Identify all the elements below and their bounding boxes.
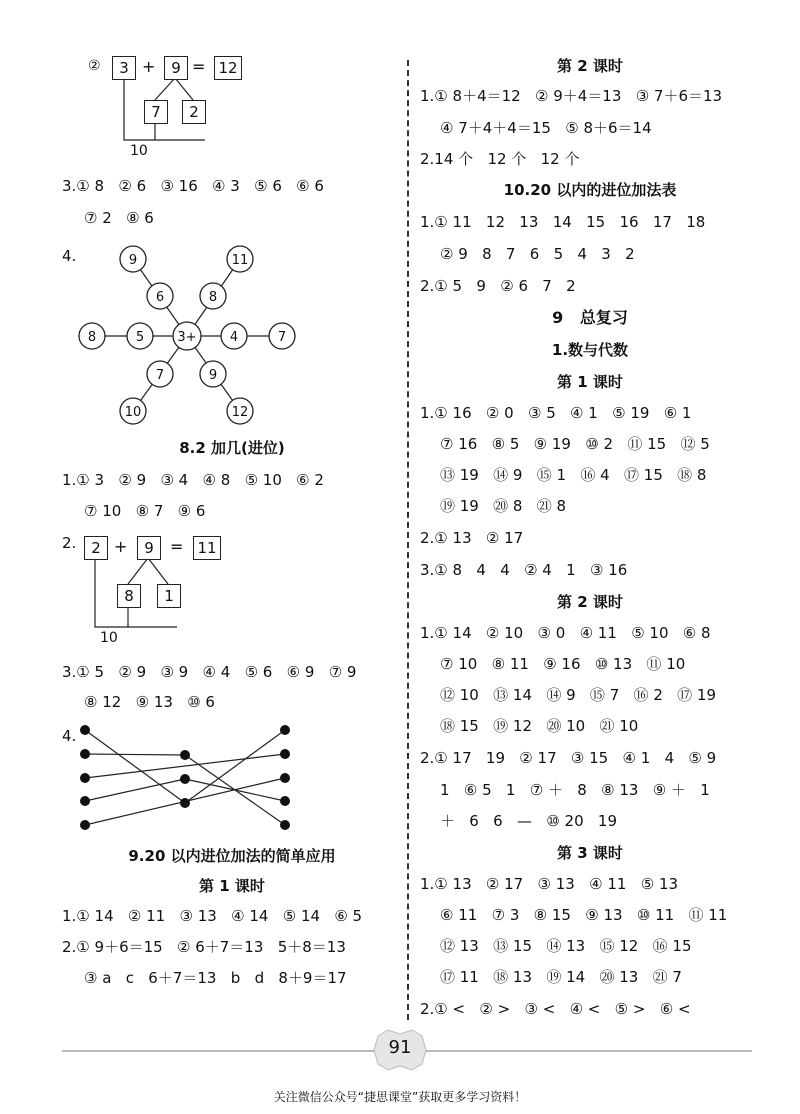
lesson-heading: 第 1 课时 — [199, 877, 265, 895]
star-node: 8 — [87, 330, 97, 345]
answer-line: 1 ⑥ 5 1 ⑦ ＋ 8 ⑧ 13 ⑨ ＋ 1 — [440, 781, 710, 799]
star-node: 10 — [124, 405, 142, 420]
answer-line: ⑱ 15 ⑲ 12 ⑳ 10 ㉑ 10 — [440, 717, 639, 735]
answer-line: 1.① 11 12 13 14 15 16 17 18 — [420, 213, 706, 231]
answer-line: 2.① 5 9 ② 6 7 2 — [420, 277, 576, 295]
answer-line: ⑲ 19 ⑳ 8 ㉑ 8 — [440, 497, 567, 515]
diagram-a-addend-2: 9 — [164, 56, 188, 80]
question-label: 4. — [62, 247, 77, 265]
answer-line: ＋ 6 6 — ⑩ 20 19 — [440, 812, 617, 830]
star-center: 3+ — [177, 330, 197, 345]
star-node: 7 — [155, 368, 165, 383]
lesson-heading: 第 2 课时 — [557, 593, 623, 611]
star-node: 5 — [135, 330, 145, 345]
plus-sign: + — [114, 537, 128, 556]
answer-line: ④ 7＋4＋4＝15 ⑤ 8＋6＝14 — [440, 119, 652, 137]
lesson-heading: 第 2 课时 — [557, 57, 623, 75]
diagram-a-split-1: 7 — [144, 100, 168, 124]
page-number: 91 — [388, 1037, 412, 1058]
answer-line: ⑫ 13 ⑬ 15 ⑭ 13 ⑮ 12 ⑯ 15 — [440, 937, 692, 955]
answer-line: 1.① 16 ② 0 ③ 5 ④ 1 ⑤ 19 ⑥ 1 — [420, 404, 692, 422]
lesson-heading: 第 1 课时 — [557, 373, 623, 391]
star-node: 4 — [229, 330, 239, 345]
diagram-a-split-2: 2 — [182, 100, 206, 124]
diagram-a-label: ② — [88, 58, 101, 74]
answer-line: 2.① < ② > ③ < ④ < ⑤ > ⑥ < — [420, 1000, 691, 1018]
question-label: 4. — [62, 727, 77, 745]
diagram-b-split-2: 1 — [157, 584, 181, 608]
answer-line: 2.① 17 19 ② 17 ③ 15 ④ 1 4 ⑤ 9 — [420, 749, 717, 767]
answer-line: ② 9 8 7 6 5 4 3 2 — [440, 245, 635, 263]
answer-line: ⑦ 2 ⑧ 6 — [84, 209, 154, 227]
section-heading: 10.20 以内的进位加法表 — [503, 181, 677, 199]
plus-sign: + — [142, 57, 156, 76]
answer-line: ⑦ 10 ⑧ 7 ⑨ 6 — [84, 502, 206, 520]
answer-line: ⑬ 19 ⑭ 9 ⑮ 1 ⑯ 4 ⑰ 15 ⑱ 8 — [440, 466, 707, 484]
diagram-a-ten: 10 — [130, 143, 148, 159]
answer-line: 3.① 8 ② 6 ③ 16 ④ 3 ⑤ 6 ⑥ 6 — [62, 177, 324, 195]
diagram-a-sum: 12 — [214, 56, 242, 80]
answer-line: 1.① 3 ② 9 ③ 4 ④ 8 ⑤ 10 ⑥ 2 — [62, 471, 324, 489]
star-node: 7 — [277, 330, 287, 345]
diagram-b-label: 2. — [62, 534, 77, 552]
answer-line: ⑥ 11 ⑦ 3 ⑧ 15 ⑨ 13 ⑩ 11 ⑪ 11 — [440, 906, 728, 924]
section-heading: 1.数与代数 — [551, 341, 629, 359]
answer-line: ⑦ 10 ⑧ 11 ⑨ 16 ⑩ 13 ⑪ 10 — [440, 655, 686, 673]
lesson-heading: 第 3 课时 — [557, 844, 623, 862]
answer-line: 1.① 14 ② 11 ③ 13 ④ 14 ⑤ 14 ⑥ 5 — [62, 907, 363, 925]
diagram-b-addend-2: 9 — [137, 536, 161, 560]
star-node: 9 — [128, 253, 138, 268]
answer-line: 1.① 8＋4＝12 ② 9＋4＝13 ③ 7＋6＝13 — [420, 87, 723, 105]
answer-line: 1.① 14 ② 10 ③ 0 ④ 11 ⑤ 10 ⑥ 8 — [420, 624, 711, 642]
diagram-b-addend-1: 2 — [84, 536, 108, 560]
answer-line: ⑰ 11 ⑱ 13 ⑲ 14 ⑳ 13 ㉑ 7 — [440, 968, 682, 986]
answer-line: 2.14 个 12 个 12 个 — [420, 150, 580, 168]
chapter-heading: 9 总复习 — [552, 308, 628, 327]
diagram-b-ten: 10 — [100, 630, 118, 646]
equals-sign: = — [170, 537, 184, 556]
section-heading: 9.20 以内进位加法的简单应用 — [128, 847, 336, 865]
answer-line: 3.① 5 ② 9 ③ 9 ④ 4 ⑤ 6 ⑥ 9 ⑦ 9 — [62, 663, 357, 681]
equals-sign: = — [192, 57, 206, 76]
answer-line: ⑫ 10 ⑬ 14 ⑭ 9 ⑮ 7 ⑯ 2 ⑰ 19 — [440, 686, 717, 704]
diagram-b-sum: 11 — [193, 536, 221, 560]
answer-line: 2.① 13 ② 17 — [420, 529, 524, 547]
footer-note: 关注微信公众号“捷思课堂”获取更多学习资料！ — [273, 1090, 527, 1104]
star-node: 8 — [208, 290, 218, 305]
star-node: 11 — [231, 253, 249, 268]
answer-line: 2.① 9＋6＝15 ② 6＋7＝13 5＋8＝13 — [62, 938, 346, 956]
star-node: 9 — [208, 368, 218, 383]
diagram-b-split-1: 8 — [117, 584, 141, 608]
answer-line: ⑧ 12 ⑨ 13 ⑩ 6 — [84, 693, 215, 711]
diagram-a-addend-1: 3 — [112, 56, 136, 80]
star-node: 12 — [231, 405, 249, 420]
answer-line: 1.① 13 ② 17 ③ 13 ④ 11 ⑤ 13 — [420, 875, 679, 893]
answer-line: ③ a c 6＋7＝13 b d 8＋9＝17 — [84, 969, 347, 987]
section-heading: 8.2 加几(进位) — [179, 439, 285, 457]
answer-line: ⑦ 16 ⑧ 5 ⑨ 19 ⑩ 2 ⑪ 15 ⑫ 5 — [440, 435, 710, 453]
star-node: 6 — [155, 290, 165, 305]
answer-line: 3.① 8 4 4 ② 4 1 ③ 16 — [420, 561, 628, 579]
